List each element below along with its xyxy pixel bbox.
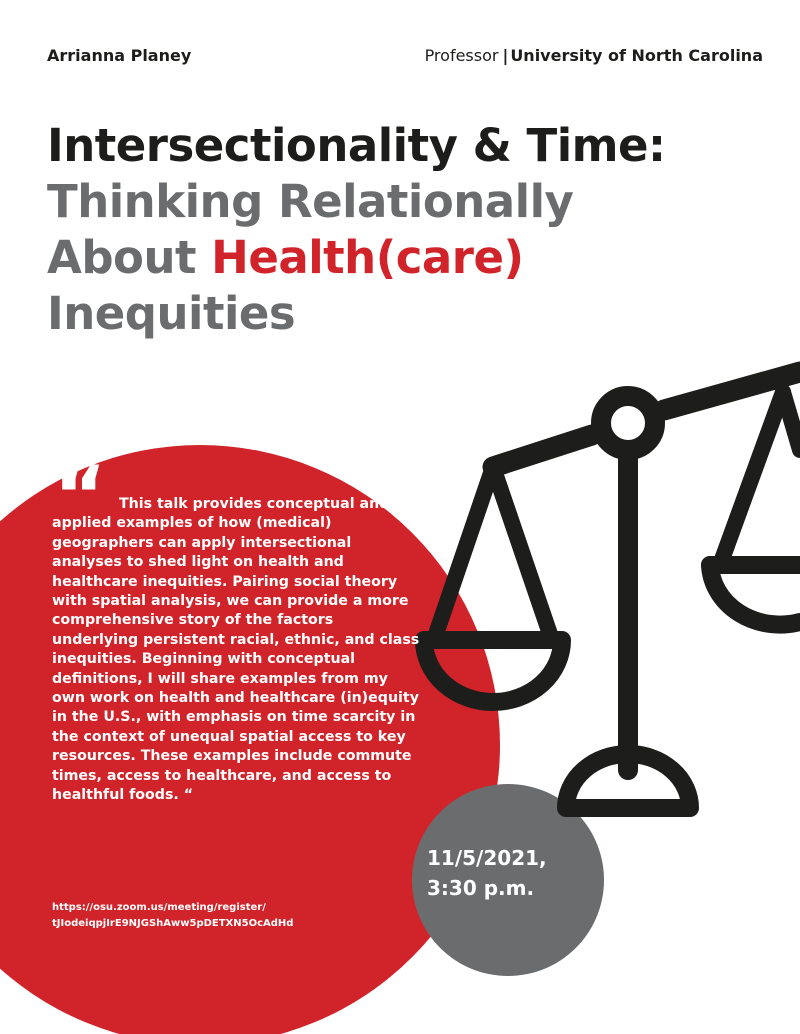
event-date: 11/5/2021, bbox=[427, 846, 547, 870]
institution-name: University of North Carolina bbox=[510, 46, 763, 65]
title-line-4: Inequities bbox=[47, 287, 296, 340]
quote-open-mark: “ bbox=[54, 449, 107, 542]
affiliation-separator: | bbox=[502, 46, 509, 65]
registration-link[interactable] bbox=[52, 900, 293, 932]
event-time: 3:30 p.m. bbox=[427, 876, 535, 900]
role-label: Professor bbox=[424, 46, 499, 65]
registration-link-line-1[interactable]: https://osu.zoom.us/meeting/register/ bbox=[52, 902, 266, 913]
event-datetime bbox=[427, 843, 547, 903]
title-line-2: Thinking Relationally bbox=[47, 175, 574, 228]
abstract-text: This talk provides conceptual and applied examples of how (medical) geographers can apply intersectional analyses to shed light on health and healthcare inequities. Pairing social theory with spatial analysis, we can provide a more comprehensive story of the factors underlying persistent racial, ethnic, and class inequities. Beginning with conceptual definitions, I will share examples from my own work on health and healthcare (in)equity in the U.S., with emphasis on time scarcity in the context of unequal spatial access to key resources. These examples include commute times, access to healthcare, and access to healthful foods. “ bbox=[52, 496, 420, 804]
speaker-name: Arrianna Planey bbox=[47, 46, 192, 65]
title-highlight: Health(care) bbox=[211, 231, 524, 284]
title-line-1: Intersectionality & Time: bbox=[47, 119, 666, 172]
title-line-3-prefix: About bbox=[47, 231, 212, 284]
registration-link-line-2[interactable]: tJIodeiqpjIrE9NJGShAww5pDETXN5OcAdHd bbox=[52, 918, 294, 929]
